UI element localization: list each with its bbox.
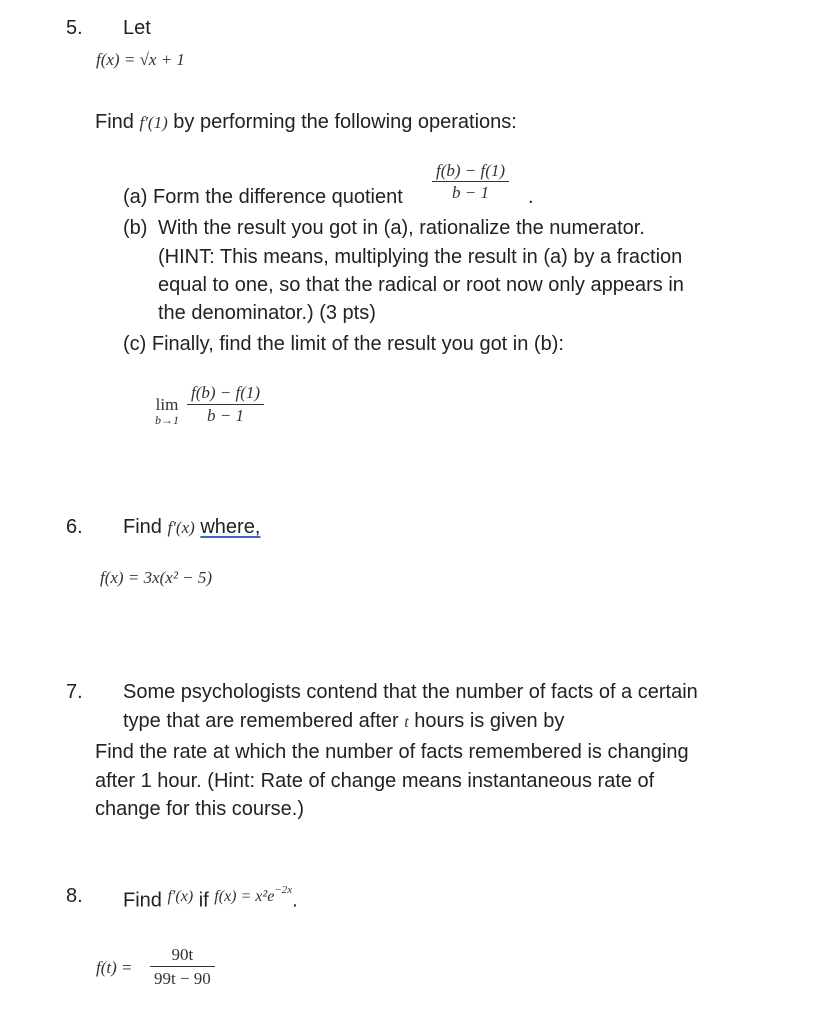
- problem-7-line-2: [123, 709, 564, 735]
- problem-5-number: 5.: [66, 17, 83, 39]
- problem-7-line-1: Some psychologists contend that the number of facts of a certain: [123, 681, 698, 703]
- limit-denominator: b − 1: [207, 406, 245, 425]
- ft-denominator: 99t − 90: [154, 969, 211, 988]
- limit-operator: [155, 396, 179, 427]
- part-c-text: Finally, find the limit of the result you got in (b):: [151, 333, 564, 355]
- ft-lhs: f(t) =: [96, 958, 133, 977]
- part-b-line-2: (HINT: This means, multiplying the result in (a) by a fraction: [158, 246, 683, 268]
- part-b-line-4: the denominator.) (3 pts): [158, 302, 376, 324]
- function-expression: f(x) = x²e: [214, 887, 275, 905]
- lim-label: lim: [155, 395, 179, 414]
- part-a-label: (a): [123, 186, 148, 208]
- limit-numerator: f(b) − f(1): [187, 382, 264, 405]
- problem-5-instruction: [95, 110, 517, 135]
- part-b-label: (b): [123, 217, 148, 239]
- derivative-at-1: f′(1): [139, 113, 168, 132]
- dq-numerator: f(b) − f(1): [432, 160, 509, 182]
- derivative-expression: f′(x): [167, 518, 195, 537]
- difference-quotient: [432, 160, 509, 203]
- problem-6-number: 6.: [66, 516, 83, 538]
- exponent: −2x: [274, 884, 293, 896]
- problem-7-line-5: change for this course.): [95, 798, 304, 820]
- if-label: if: [198, 889, 209, 912]
- where-label: where,: [200, 516, 261, 538]
- line-2-start: type that are remembered after: [123, 710, 399, 732]
- part-a-period: .: [528, 186, 534, 208]
- derivative-expression: f′(x): [167, 887, 194, 905]
- problem-6-function: f(x) = 3x(x² − 5): [100, 568, 213, 587]
- problem-8-statement: [123, 884, 298, 915]
- ft-fraction: [150, 943, 215, 990]
- period: .: [292, 889, 298, 912]
- part-c: [123, 332, 564, 356]
- find-label: Find: [123, 516, 162, 538]
- part-b-line-3: equal to one, so that the radical or root now only appears in: [158, 274, 684, 296]
- part-a: [123, 185, 403, 209]
- dq-denominator: b − 1: [452, 183, 490, 202]
- problem-5-intro: Let: [123, 17, 151, 39]
- problem-7-number: 7.: [66, 681, 83, 703]
- find-label: Find: [123, 889, 162, 912]
- problem-7-line-3: Find the rate at which the number of facts remembered is changing: [95, 741, 689, 763]
- find-label: Find: [95, 111, 134, 133]
- variable-t: t: [404, 714, 409, 731]
- instruction-text: by performing the following operations:: [173, 111, 517, 133]
- lim-subscript: b→1: [155, 413, 179, 427]
- problem-7-line-4: after 1 hour. (Hint: Rate of change means instantaneous rate of: [95, 770, 655, 792]
- limit-fraction: [187, 382, 264, 427]
- part-a-text: Form the difference quotient: [153, 186, 403, 208]
- ft-numerator: 90t: [150, 943, 215, 967]
- problem-6-statement: [123, 515, 260, 540]
- line-2-end: hours is given by: [414, 710, 565, 732]
- problem-5-function: f(x) = √x + 1: [96, 50, 185, 69]
- part-b-line-1: With the result you got in (a), rationalize the numerator.: [158, 217, 645, 239]
- problem-8-number: 8.: [66, 885, 83, 907]
- part-c-label: (c): [123, 333, 147, 355]
